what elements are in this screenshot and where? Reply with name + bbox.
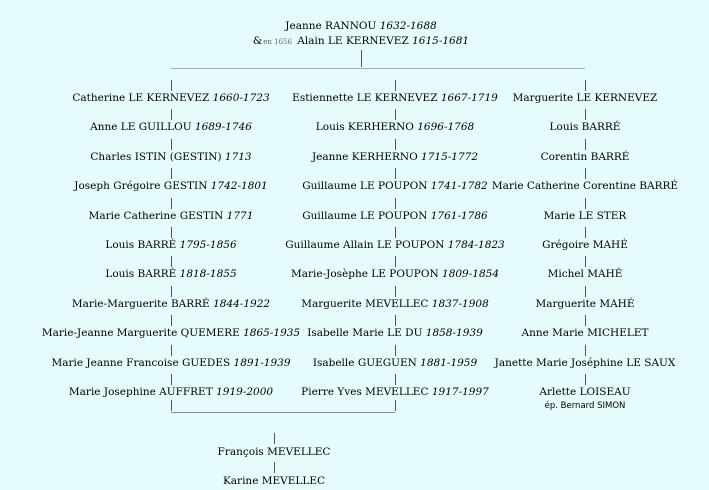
bottom-bar — [171, 412, 395, 413]
person-name: Marie LE STER — [543, 209, 627, 222]
person-branch-1-gen-2 — [90, 121, 252, 134]
person-name: Estiennette LE KERNEVEZ — [292, 92, 438, 104]
person-branch-3-gen-11 — [539, 386, 630, 399]
person-name: Jeanne KERHERNO — [311, 150, 418, 163]
person-branch-3-gen-9 — [522, 327, 649, 340]
descendant-connector — [274, 462, 275, 473]
person-branch-3-gen-5 — [544, 210, 627, 223]
person-branch-1-gen-11 — [69, 386, 273, 399]
person-branch-3-gen-8 — [535, 298, 634, 311]
person-dates: 1713 — [224, 150, 252, 163]
person-branch-2-gen-6 — [285, 239, 504, 252]
person-dates: 1660-1723 — [212, 92, 270, 104]
generation-connector — [171, 315, 172, 326]
person-name: Marie Catherine GESTIN — [88, 209, 224, 222]
person-name: Marguerite MEVELLEC — [301, 297, 429, 310]
person-dates: 1761-1786 — [430, 209, 488, 222]
generation-connector — [395, 345, 396, 356]
generation-connector — [585, 256, 586, 267]
person-name: Isabelle GUEGUEN — [312, 356, 417, 369]
generation-connector — [171, 256, 172, 267]
generation-connector — [171, 198, 172, 209]
person-name: Louis BARRÉ — [105, 268, 177, 281]
generation-connector — [171, 168, 172, 179]
person-dates: 1837-1908 — [431, 297, 489, 310]
person-name: Janette Marie Joséphine LE SAUX — [494, 356, 676, 369]
spouse-note: ép. Bernard SIMON — [544, 401, 626, 411]
person-dates: 1809-1854 — [442, 268, 500, 281]
person-name: Marie-Jeanne Marguerite QUEMERE — [41, 327, 240, 340]
person-branch-2-gen-7 — [291, 268, 499, 281]
person-dates: 1844-1922 — [213, 297, 271, 310]
person-name: Marguerite LE KERNEVEZ — [512, 92, 658, 104]
person-branch-1-gen-3 — [90, 151, 251, 164]
person-branch-1-gen-8 — [72, 298, 270, 311]
person-dates: 1741-1782 — [430, 180, 488, 193]
generation-connector — [585, 168, 586, 179]
person-name: Joseph Grégoire GESTIN — [74, 180, 208, 193]
descendant-1 — [218, 446, 331, 459]
root-connector — [361, 50, 362, 67]
person-dates: 1881-1959 — [420, 356, 478, 369]
person-branch-3-gen-1 — [513, 92, 658, 105]
person-branch-3-gen-4 — [492, 180, 678, 193]
person-branch-2-gen-9 — [307, 327, 483, 340]
generation-connector — [171, 286, 172, 297]
person-name: Isabelle Marie LE DU — [307, 327, 423, 340]
generation-connector — [585, 315, 586, 326]
person-branch-1-gen-9 — [42, 327, 300, 340]
person-branch-2-gen-10 — [313, 357, 477, 370]
person-dates: 1784-1823 — [447, 239, 505, 251]
descendant-2 — [223, 475, 325, 488]
generation-connector — [585, 109, 586, 120]
root-spouse-dates: 1615-1681 — [412, 35, 470, 47]
generation-connector — [395, 80, 396, 91]
person-branch-2-gen-11 — [301, 386, 489, 399]
person-branch-1-gen-5 — [89, 210, 254, 223]
person-branch-1-gen-6 — [105, 239, 236, 252]
generation-connector — [395, 256, 396, 267]
person-branch-2-gen-2 — [316, 121, 474, 134]
person-dates: 1858-1939 — [425, 327, 483, 340]
generation-connector — [171, 227, 172, 238]
person-dates: 1667-1719 — [440, 92, 498, 104]
generation-connector — [585, 139, 586, 150]
root-dates: 1632-1688 — [379, 20, 437, 32]
person-name: Guillaume Allain LE POUPON — [285, 239, 445, 251]
person-name: Marie Catherine Corentine BARRÉ — [491, 180, 679, 193]
generation-connector — [171, 139, 172, 150]
person-name: Marie-Josèphe LE POUPON — [290, 268, 439, 281]
generation-connector — [395, 227, 396, 238]
person-dates: 1865-1935 — [243, 327, 301, 340]
generation-connector — [395, 315, 396, 326]
generation-connector — [171, 374, 172, 385]
person-branch-2-gen-4 — [302, 180, 487, 193]
root-spouse-name: Alain LE KERNEVEZ — [297, 35, 409, 47]
generation-connector — [395, 198, 396, 209]
person-branch-1-gen-1 — [72, 92, 269, 105]
person-name: Catherine LE KERNEVEZ — [72, 92, 210, 104]
person-branch-3-gen-3 — [541, 151, 630, 164]
branch-1-bottom-connector — [171, 400, 172, 411]
person-dates: 1818-1855 — [179, 268, 237, 281]
marriage-symbol: & — [252, 35, 263, 47]
person-dates: 1795-1856 — [179, 239, 237, 251]
person-branch-2-gen-8 — [301, 298, 489, 311]
branch-2-bottom-connector — [395, 400, 396, 411]
person-branch-3-gen-6 — [542, 239, 628, 252]
marriage-note: en 1656 — [263, 38, 292, 46]
person-branch-2-gen-5 — [302, 210, 487, 223]
person-name: Grégoire MAHÉ — [542, 239, 628, 251]
generation-connector — [171, 345, 172, 356]
person-branch-1-gen-4 — [74, 180, 267, 193]
generation-connector — [395, 139, 396, 150]
person-name: Anne Marie MICHELET — [521, 327, 649, 340]
person-name: Charles ISTIN (GESTIN) — [90, 150, 222, 163]
person-dates: 1696-1768 — [417, 121, 475, 134]
person-name: Anne LE GUILLOU — [90, 121, 192, 134]
person-dates: 1715-1772 — [421, 150, 479, 163]
person-name: Arlette LOISEAU — [539, 386, 631, 398]
generation-connector — [585, 227, 586, 238]
generation-connector — [171, 109, 172, 120]
generation-connector — [585, 345, 586, 356]
top-bar — [171, 68, 585, 69]
person-name: Karine MEVELLEC — [222, 475, 326, 487]
person-dates: 1689-1746 — [194, 121, 252, 134]
person-dates: 1919-2000 — [216, 386, 274, 398]
person-name: Marie Jeanne Francoise GUEDES — [51, 356, 231, 369]
person-branch-3-gen-2 — [550, 121, 621, 134]
person-branch-2-gen-1 — [292, 92, 498, 105]
generation-connector — [585, 80, 586, 91]
person-name: Marie Josephine AUFFRET — [68, 386, 213, 398]
person-name: Louis KERHERNO — [315, 121, 414, 134]
person-dates: 1771 — [226, 209, 254, 222]
person-name: Guillaume LE POUPON — [302, 209, 428, 222]
generation-connector — [585, 286, 586, 297]
person-name: Pierre Yves MEVELLEC — [301, 386, 429, 398]
root-person — [285, 20, 436, 33]
person-name: Louis BARRÉ — [105, 239, 177, 251]
person-branch-3-gen-10 — [495, 357, 676, 370]
person-name: François MEVELLEC — [217, 446, 331, 458]
person-name: Michel MAHÉ — [547, 268, 623, 281]
person-name: Marie-Marguerite BARRÉ — [71, 297, 210, 310]
person-branch-3-gen-7 — [548, 268, 623, 281]
person-name: Louis BARRÉ — [549, 121, 621, 134]
person-branch-2-gen-3 — [312, 151, 478, 164]
generation-connector — [395, 168, 396, 179]
person-name: Corentin BARRÉ — [540, 150, 630, 163]
person-name: Guillaume LE POUPON — [302, 180, 428, 193]
generation-connector — [585, 198, 586, 209]
root-name: Jeanne RANNOU — [285, 20, 377, 32]
person-dates: 1891-1939 — [233, 356, 291, 369]
person-dates: 1742-1801 — [210, 180, 268, 193]
person-branch-1-gen-7 — [105, 268, 236, 281]
generation-connector — [585, 374, 586, 385]
generation-connector — [395, 286, 396, 297]
generation-connector — [395, 109, 396, 120]
generation-connector — [395, 374, 396, 385]
person-dates: 1917-1997 — [431, 386, 489, 398]
root-spouse — [253, 35, 469, 49]
person-name: Marguerite MAHÉ — [535, 297, 635, 310]
person-branch-1-gen-10 — [51, 357, 290, 370]
descendant-connector — [274, 433, 275, 444]
generation-connector — [171, 80, 172, 91]
